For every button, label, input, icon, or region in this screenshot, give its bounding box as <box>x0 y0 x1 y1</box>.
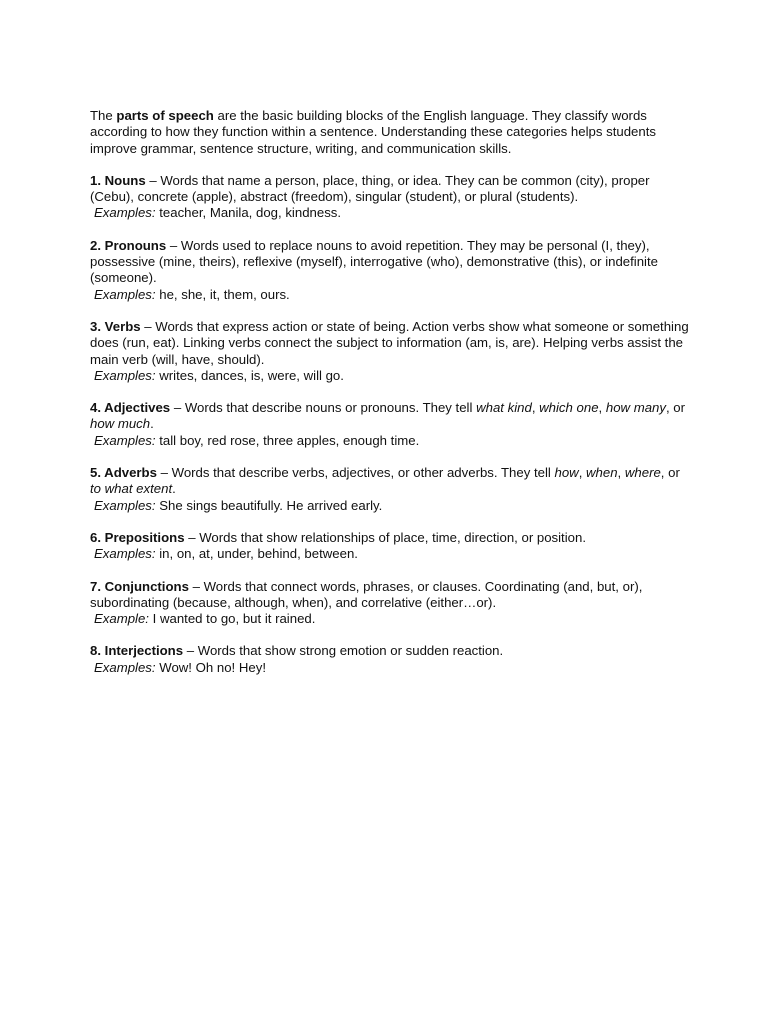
examples-text: tall boy, red rose, three apples, enough time. <box>155 432 420 448</box>
entry-adjectives <box>90 400 690 449</box>
examples-text: in, on, at, under, behind, between. <box>155 546 358 562</box>
entry-definition <box>90 465 690 498</box>
entry-definition <box>90 238 690 287</box>
examples-text: he, she, it, them, ours. <box>155 286 290 302</box>
entry-separator: , or <box>665 400 686 416</box>
entry-italic-term: which one <box>539 400 599 416</box>
examples-label: Examples: <box>94 367 156 383</box>
entry-heading: 4. Adjectives <box>90 400 171 416</box>
entry-separator: , <box>531 400 540 416</box>
examples-label: Examples: <box>94 659 156 675</box>
entry-text: – Words that show relationships of place, time, direction, or position. <box>184 529 586 545</box>
examples-text: She sings beautifully. He arrived early. <box>155 497 383 513</box>
entry-examples <box>90 611 690 627</box>
entry-definition <box>90 643 690 659</box>
entry-definition <box>90 173 690 206</box>
document-page <box>90 108 690 692</box>
entry-separator: . <box>150 416 154 432</box>
entry-italic-term: when <box>586 465 618 481</box>
entry-definition <box>90 579 690 612</box>
intro-term: parts of speech <box>116 108 214 123</box>
entry-pronouns <box>90 238 690 303</box>
entry-examples <box>90 498 690 514</box>
entry-separator: , <box>598 400 606 416</box>
examples-text: Wow! Oh no! Hey! <box>155 659 267 675</box>
entry-interjections <box>90 643 690 676</box>
entry-text: – Words that describe nouns or pronouns. They tell <box>170 400 477 416</box>
entry-separator: , <box>617 465 625 481</box>
entry-examples <box>90 546 690 562</box>
entry-prepositions <box>90 530 690 563</box>
examples-label: Examples: <box>94 497 156 513</box>
entry-text: – Words that describe verbs, adjectives, or other adverbs. They tell <box>156 465 555 481</box>
intro-text-rest: are the basic building blocks of the English language. They classify words according to how they function within a sentence. Understanding these categories helps students improve grammar, sentence structure, writing, and communication skills. <box>90 108 656 156</box>
entry-adverbs <box>90 465 690 514</box>
entry-separator: . <box>172 481 176 497</box>
entry-italic-term: what kind <box>476 400 532 416</box>
entry-italic-term: how many <box>605 400 666 416</box>
entry-heading: 2. Pronouns <box>90 237 167 253</box>
entry-text: – Words that name a person, place, thing, or idea. They can be common (city), proper (Cebu), concrete (apple), abstract (freedom), singular (student), or plural (students). <box>90 172 650 205</box>
entry-heading: 8. Interjections <box>90 643 184 659</box>
examples-text: writes, dances, is, were, will go. <box>155 367 344 383</box>
entry-conjunctions <box>90 579 690 628</box>
entry-text: – Words that connect words, phrases, or clauses. Coordinating (and, but, or), subordinating (because, although, when), and correlative (either…or). <box>90 578 643 610</box>
entry-separator: , <box>578 465 587 481</box>
entry-examples <box>90 433 690 449</box>
entry-examples <box>90 368 690 384</box>
examples-text: I wanted to go, but it rained. <box>148 611 316 627</box>
intro-paragraph <box>90 108 690 157</box>
examples-label: Examples: <box>94 205 156 221</box>
entry-definition <box>90 400 690 433</box>
examples-text: teacher, Manila, dog, kindness. <box>155 205 342 221</box>
examples-label: Examples: <box>94 432 156 448</box>
entry-examples <box>90 287 690 303</box>
entry-italic-term: how much <box>90 416 151 432</box>
entry-examples <box>90 660 690 676</box>
entry-separator: , or <box>660 465 680 481</box>
intro-text: The <box>90 108 117 123</box>
entry-text: – Words used to replace nouns to avoid repetition. They may be personal (I, they), possessive (mine, theirs), reflexive (myself), interrogative (who), demonstrative (this), or indefinite (someone). <box>90 237 658 286</box>
entry-heading: 3. Verbs <box>90 318 141 334</box>
entry-examples <box>90 205 690 221</box>
entry-heading: 5. Adverbs <box>90 465 157 481</box>
entry-heading: 6. Prepositions <box>90 529 185 545</box>
entry-italic-term: where <box>624 465 661 481</box>
examples-label: Examples: <box>94 286 156 302</box>
entry-definition <box>90 530 690 546</box>
entry-definition <box>90 319 690 368</box>
entry-text: – Words that express action or state of being. Action verbs show what someone or something does (run, eat). Linking verbs connect the subject to information (am, is, are). Helping verbs assist the main verb (will, have, should). <box>90 318 689 367</box>
entry-nouns <box>90 173 690 222</box>
entry-heading: 1. Nouns <box>90 172 146 188</box>
entry-italic-term: to what extent <box>90 481 173 497</box>
entry-verbs <box>90 319 690 384</box>
entry-text: – Words that show strong emotion or sudden reaction. <box>183 643 504 659</box>
examples-label: Examples: <box>94 546 156 562</box>
entry-heading: 7. Conjunctions <box>90 578 189 594</box>
entry-italic-term: how <box>554 465 579 481</box>
examples-label: Example: <box>94 611 149 627</box>
